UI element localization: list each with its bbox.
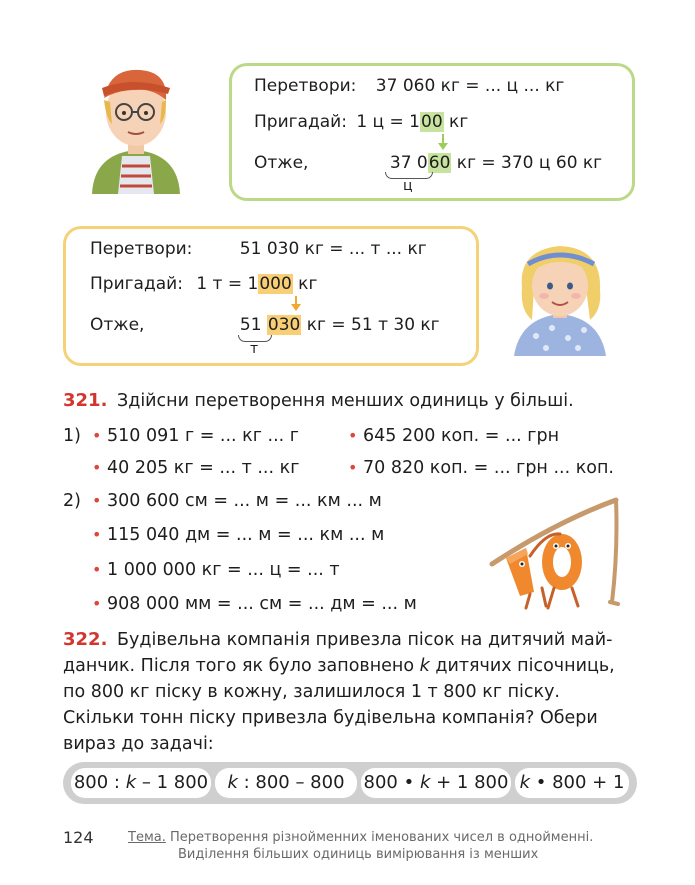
box1-row3-a: 37 (389, 153, 417, 173)
answer-option-3[interactable] (361, 768, 511, 798)
box2-row2-label: Пригадай: (90, 274, 183, 294)
box2-arrow-down-icon (291, 304, 301, 311)
box1-row1 (254, 74, 564, 98)
box1-row2-highlight: 00 (421, 112, 443, 132)
answer-option-1[interactable] (71, 768, 211, 798)
task-321-item (92, 523, 384, 547)
bullet-icon: • (348, 426, 358, 445)
box2-row3-post: кг = 51 т 30 кг (301, 315, 440, 335)
task-321-text: Здійсни перетворення менших одиниць у більші. (117, 391, 574, 411)
footer-topic-line1 (128, 830, 593, 845)
box2-row1-expr: 51 030 кг = ... т ... кг (239, 239, 427, 259)
box1-row2-post: кг (443, 112, 469, 132)
box1-brace-label: ц (403, 178, 413, 194)
task-321-item-text: 908 000 мм = ... см = ... дм = ... м (107, 594, 417, 614)
task-321-item (92, 558, 340, 582)
task-321-item (92, 456, 299, 480)
box2-row2-pre: 1 т = 1 (196, 274, 259, 294)
answer-option-4[interactable] (515, 768, 629, 798)
task-321-item-text: 510 091 г = ... кг ... г (107, 426, 299, 446)
bullet-icon: • (92, 491, 102, 510)
box1-row1-expr: 37 060 кг = ... ц ... кг (375, 76, 565, 96)
task-321-item (92, 592, 417, 616)
box2-row3-label: Отже, (90, 315, 145, 335)
task-322-line2 (63, 654, 615, 678)
page-number: 124 (63, 828, 94, 847)
box2-brace-label: т (250, 341, 259, 357)
box2-row3-a: 51 (239, 315, 267, 335)
box1-row3-highlight: 60 (428, 153, 451, 173)
task-322-line3: по 800 кг піску в кожну, залишилося 1 т 800 кг піску. (63, 682, 560, 702)
task-322-line4: Скільки тонн піску привезла будівельна компанія? Обери (63, 708, 598, 728)
box1-arrow-down-icon (438, 143, 448, 150)
number-ten-character-illustration (486, 492, 636, 614)
option-1-part-b: – 1 800 (136, 772, 209, 793)
task-321-part1-label: 1) (63, 426, 81, 446)
variable-k: k (419, 656, 430, 676)
task-321-number: 321. (63, 390, 108, 411)
box1-row1-label: Перетвори: (254, 76, 357, 96)
box2-row1 (90, 237, 427, 261)
option-3-part-b: + 1 800 (430, 772, 509, 793)
task-322-line1-text: Будівельна компанія привезла пісок на дитячий май- (117, 630, 613, 650)
box1-row3-post: кг = 370 ц 60 кг (451, 153, 603, 173)
footer-topic-text: Перетворення різнойменних іменованих чисел в однойменні. (165, 830, 594, 845)
option-1-variable: k (125, 772, 137, 793)
option-4-part-b: • 800 + 1 (530, 772, 625, 793)
box2-row1-label: Перетвори: (90, 239, 193, 259)
box2-row2-post: кг (292, 274, 318, 294)
footer-topic-label: Тема. (128, 830, 166, 845)
task-322-line2-b: дитячих пісочниць, (429, 656, 615, 676)
bullet-icon: • (348, 458, 358, 477)
box1-row2-label: Пригадай: (254, 112, 347, 132)
option-4-variable: k (519, 772, 531, 793)
option-3-part-a: 800 • (363, 772, 420, 793)
task-321-item-text: 115 040 дм = ... м = ... км ... м (107, 525, 385, 545)
option-2-part-b: : 800 – 800 (237, 772, 345, 793)
answer-options-bar (63, 762, 637, 804)
option-1-part-a: 800 : (73, 772, 126, 793)
boy-illustration (82, 58, 190, 194)
footer-topic-line2: Виділення більших одиниць вимірювання із менших (178, 847, 539, 862)
task-321-part2-label: 2) (63, 491, 81, 511)
task-321-item-text: 70 820 коп. = ... грн ... коп. (363, 458, 614, 478)
box2-row3-highlight: 030 (267, 315, 301, 335)
task-322-number: 322. (63, 629, 108, 650)
task-321-item (92, 424, 299, 448)
option-2-variable: k (227, 772, 238, 793)
bullet-icon: • (92, 426, 102, 445)
box1-row3-label: Отже, (254, 153, 309, 173)
bullet-icon: • (92, 525, 102, 544)
task-321-item-text: 40 205 кг = ... т ... кг (107, 458, 300, 478)
task-321-item (348, 424, 559, 448)
option-3-variable: k (419, 772, 431, 793)
girl-illustration (506, 232, 614, 356)
task-321-item-text: 1 000 000 кг = ... ц = ... т (107, 560, 340, 580)
task-321-header (63, 389, 574, 413)
bullet-icon: • (92, 560, 102, 579)
bullet-icon: • (92, 458, 102, 477)
box2-row3 (90, 313, 440, 337)
task-321-item-text: 300 600 см = ... м = ... км ... м (107, 491, 382, 511)
task-322-line5: вираз до задачі: (63, 734, 214, 754)
box1-row2-pre: 1 ц = 1 (356, 112, 420, 132)
task-322-line1 (63, 628, 612, 652)
task-322-line2-a: данчик. Після того як було заповнено (63, 656, 420, 676)
answer-option-2[interactable] (215, 768, 357, 798)
task-321-item (348, 456, 614, 480)
task-321-item-text: 645 200 коп. = ... грн (363, 426, 560, 446)
box1-row3-b: 0 (416, 153, 428, 173)
box1-row2 (254, 110, 468, 134)
box2-row2-highlight: 000 (259, 274, 292, 294)
task-321-item (92, 489, 382, 513)
bullet-icon: • (92, 594, 102, 613)
box2-row2 (90, 272, 317, 296)
